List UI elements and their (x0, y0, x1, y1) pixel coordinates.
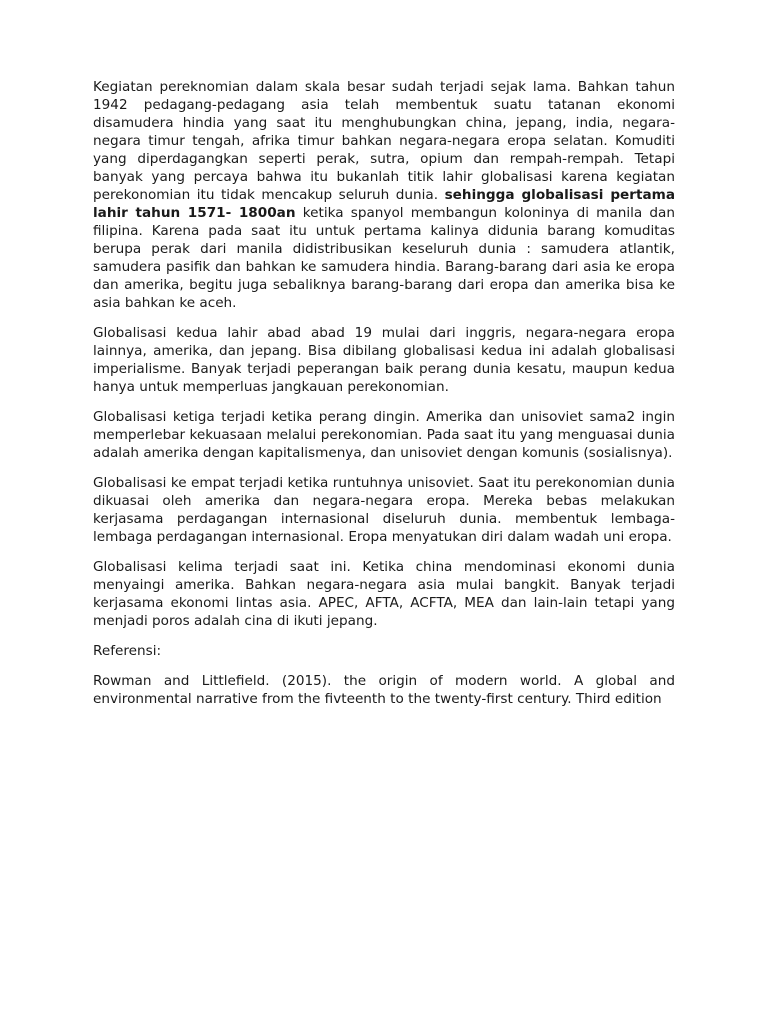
document-body (93, 78, 675, 720)
reference-entry: Rowman and Littlefield. (2015). the origin of modern world. A global and environmental narrative from the fivteenth to the twenty-first century. Third edition (93, 673, 675, 707)
paragraph-2: Globalisasi kedua lahir abad abad 19 mulai dari inggris, negara-negara eropa lainnya, amerika, dan jepang. Bisa dibilang globalisasi kedua ini adalah globalisasi imperialisme. Banyak terjadi peperangan baik perang dunia kesatu, maupun kedua hanya untuk memperluas jangkauan perekonomian. (93, 325, 675, 395)
paragraph-5: Globalisasi kelima terjadi saat ini. Ketika china mendominasi ekonomi dunia menyaingi amerika. Bahkan negara-negara asia mulai bangkit. Banyak terjadi kerjasama ekonomi lintas asia. APEC, AFTA, ACFTA, MEA dan lain-lain tetapi yang menjadi poros adalah cina di ikuti jepang. (93, 559, 675, 629)
paragraph-4: Globalisasi ke empat terjadi ketika runtuhnya unisoviet. Saat itu perekonomian dunia dikuasai oleh amerika dan negara-negara eropa. Mereka bebas melakukan kerjasama perdagangan internasional diseluruh dunia. membentuk lembaga-lembaga perdagangan internasional. Eropa menyatukan diri dalam wadah uni eropa. (93, 475, 675, 545)
paragraph-1 (93, 78, 675, 312)
paragraph-1-bold-text: sehingga globalisasi pertama lahir tahun 1571- 1800an (93, 187, 675, 221)
references-heading: Referensi: (93, 643, 162, 659)
paragraph-3: Globalisasi ketiga terjadi ketika perang dingin. Amerika dan unisoviet sama2 ingin memperlebar kekuasaan melalui perekonomian. Pada saat itu yang menguasai dunia adalah amerika dengan kapitalismenya, dan unisoviet dengan komunis (sosialisnya). (93, 409, 675, 461)
paragraph-1-text-start: Kegiatan pereknomian dalam skala besar sudah terjadi sejak lama. Bahkan tahun 1942 pedagang-pedagang asia telah membentuk suatu tatanan ekonomi disamudera hindia yang saat itu menghubungkan china, jepang, india, negara-negara timur tengah, afrika timur bahkan negara-negara eropa selatan. Komuditi yang diperdagangkan seperti perak, sutra, opium dan rempah-rempah. Tetapi banyak yang percaya bahwa itu bukanlah titik lahir globalisasi karena kegiatan perekonomian itu tidak mencakup seluruh dunia. (93, 79, 675, 203)
paragraph-1-text-end: ketika spanyol membangun koloninya di manila dan filipina. Karena pada saat itu untuk pertama kalinya didunia barang komuditas berupa perak dari manila didistribusikan keseluruh dunia : samudera atlantik, samudera pasifik dan bahkan ke samudera hindia. Barang-barang dari asia ke eropa dan amerika, begitu juga sebaliknya barang-barang dari eropa dan amerika bisa ke asia bahkan ke aceh. (93, 205, 675, 311)
